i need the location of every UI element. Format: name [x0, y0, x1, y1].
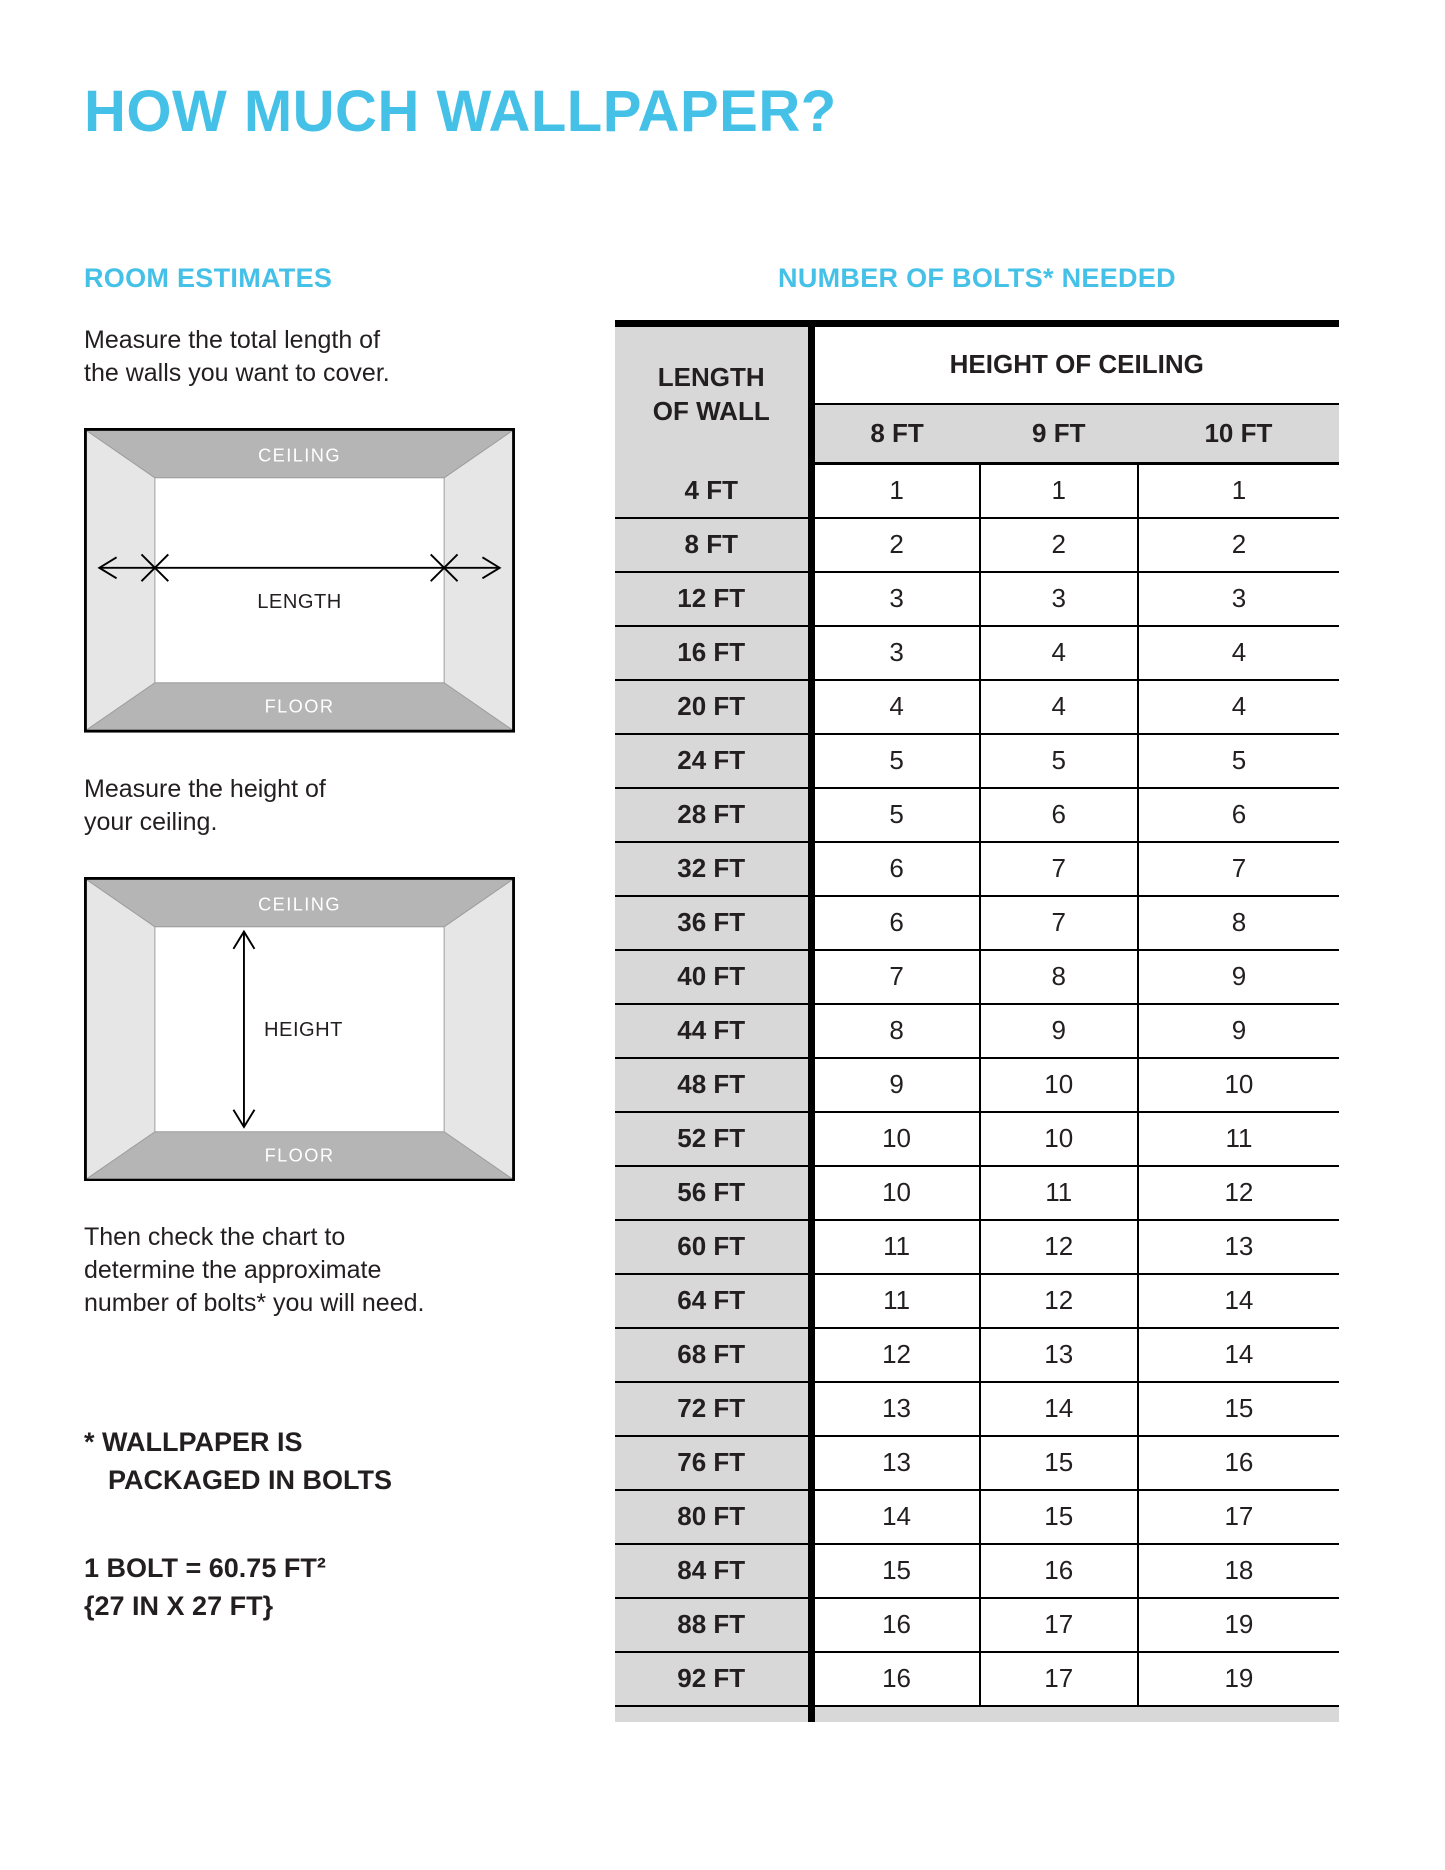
bolt-count-cell: 3: [1138, 572, 1339, 626]
table-row: [615, 1328, 1339, 1382]
bolts-table-foot: [615, 1706, 1339, 1722]
table-row: [615, 896, 1339, 950]
left-wall: [87, 431, 155, 730]
wall-length-cell: 68 FT: [615, 1328, 811, 1382]
right-wall: [444, 431, 512, 730]
table-row: [615, 1490, 1339, 1544]
bolt-count-cell: 3: [811, 626, 980, 680]
bolt-count-cell: 7: [811, 950, 980, 1004]
table-row: [615, 1652, 1339, 1706]
para-line: Measure the height of: [84, 774, 326, 803]
note-line: {27 IN X 27 FT}: [84, 1590, 274, 1621]
room-length-diagram: [84, 428, 515, 733]
bolt-count-cell: 5: [811, 788, 980, 842]
page-title: HOW MUCH WALLPAPER?: [84, 79, 837, 144]
bolt-count-cell: 6: [980, 788, 1138, 842]
wall-length-cell: 76 FT: [615, 1436, 811, 1490]
table-row: [615, 1544, 1339, 1598]
measure-length-paragraph: [84, 324, 515, 390]
bolt-count-cell: 17: [980, 1598, 1138, 1652]
bolt-count-cell: 14: [1138, 1328, 1339, 1382]
bolt-count-cell: 11: [811, 1274, 980, 1328]
header-line: LENGTH: [657, 362, 765, 393]
bolt-count-cell: 5: [1138, 734, 1339, 788]
back-wall: [155, 478, 444, 683]
table-row: [615, 788, 1339, 842]
wall-length-cell: 60 FT: [615, 1220, 811, 1274]
bolt-count-cell: 8: [980, 950, 1138, 1004]
wall-length-cell: 24 FT: [615, 734, 811, 788]
length-of-wall-header: [615, 324, 811, 464]
table-row: [615, 1112, 1339, 1166]
para-line: your ceiling.: [84, 807, 218, 836]
bolt-count-cell: 16: [1138, 1436, 1339, 1490]
bolt-count-cell: 13: [811, 1436, 980, 1490]
bolt-count-cell: 18: [1138, 1544, 1339, 1598]
bolt-count-cell: 12: [811, 1328, 980, 1382]
table-row: [615, 842, 1339, 896]
bolt-count-cell: 11: [1138, 1112, 1339, 1166]
strip-cell: [811, 1706, 1339, 1722]
bolt-count-cell: 16: [811, 1652, 980, 1706]
measure-height-paragraph: [84, 773, 515, 839]
table-bottom-strip: [615, 1706, 1339, 1722]
table-row: [615, 1436, 1339, 1490]
bolt-count-cell: 9: [1138, 950, 1339, 1004]
height-of-ceiling-header: HEIGHT OF CEILING: [811, 324, 1339, 404]
bolt-count-cell: 2: [1138, 518, 1339, 572]
ceiling-9ft-header: 9 FT: [980, 404, 1138, 464]
bolt-count-cell: 12: [980, 1274, 1138, 1328]
bolt-count-cell: 9: [980, 1004, 1138, 1058]
wall-length-cell: 36 FT: [615, 896, 811, 950]
ceiling-10ft-header: 10 FT: [1138, 404, 1339, 464]
bolt-count-cell: 1: [980, 464, 1138, 518]
bolts-needed-heading: NUMBER OF BOLTS* NEEDED: [778, 263, 1176, 293]
bolt-count-cell: 11: [811, 1220, 980, 1274]
bolt-count-cell: 8: [1138, 896, 1339, 950]
bolt-count-cell: 6: [811, 896, 980, 950]
para-line: the walls you want to cover.: [84, 359, 390, 387]
bolt-count-cell: 15: [1138, 1382, 1339, 1436]
wall-length-cell: 92 FT: [615, 1652, 811, 1706]
table-row: [615, 1382, 1339, 1436]
bolt-count-cell: 5: [811, 734, 980, 788]
bolts-table: [615, 320, 1339, 1722]
wall-length-cell: 28 FT: [615, 788, 811, 842]
wall-length-cell: 88 FT: [615, 1598, 811, 1652]
bolt-count-cell: 16: [980, 1544, 1138, 1598]
bolt-count-cell: 7: [980, 896, 1138, 950]
bolt-count-cell: 6: [811, 842, 980, 896]
room-estimates-section: [84, 263, 515, 1722]
bolt-count-cell: 15: [811, 1544, 980, 1598]
para-line: determine the approximate: [84, 1256, 382, 1285]
ceiling-8ft-header: 8 FT: [811, 404, 980, 464]
bolt-count-cell: 17: [980, 1652, 1138, 1706]
bolt-count-cell: 3: [811, 572, 980, 626]
bolt-count-cell: 10: [1138, 1058, 1339, 1112]
wall-length-cell: 80 FT: [615, 1490, 811, 1544]
para-line: number of bolts* you will need.: [84, 1289, 425, 1318]
bolt-count-cell: 19: [1138, 1598, 1339, 1652]
table-row: [615, 518, 1339, 572]
wall-length-cell: 12 FT: [615, 572, 811, 626]
bolt-count-cell: 15: [980, 1436, 1138, 1490]
bolt-count-cell: 14: [811, 1490, 980, 1544]
wall-length-cell: 8 FT: [615, 518, 811, 572]
bolt-count-cell: 10: [811, 1166, 980, 1220]
wall-length-cell: 40 FT: [615, 950, 811, 1004]
bolt-count-cell: 6: [1138, 788, 1339, 842]
table-row: [615, 572, 1339, 626]
wall-length-cell: 4 FT: [615, 464, 811, 518]
wall-length-cell: 84 FT: [615, 1544, 811, 1598]
table-row: [615, 464, 1339, 518]
bolt-count-cell: 14: [1138, 1274, 1339, 1328]
bolt-count-cell: 17: [1138, 1490, 1339, 1544]
packaging-note: [84, 1424, 515, 1500]
table-row: [615, 626, 1339, 680]
bolt-count-cell: 1: [1138, 464, 1339, 518]
bolt-count-cell: 3: [980, 572, 1138, 626]
bolt-count-cell: 7: [980, 842, 1138, 896]
height-label: HEIGHT: [264, 1018, 343, 1041]
left-wall: [87, 879, 155, 1178]
table-row: [615, 1598, 1339, 1652]
note-line: 1 BOLT = 60.75 FT²: [84, 1552, 326, 1583]
para-line: Then check the chart to: [84, 1223, 346, 1252]
ceiling-label: CEILING: [258, 445, 341, 466]
length-label: LENGTH: [257, 591, 342, 614]
table-row: [615, 1004, 1339, 1058]
table-row: [615, 680, 1339, 734]
bolt-count-cell: 4: [980, 626, 1138, 680]
bolt-count-cell: 13: [811, 1382, 980, 1436]
strip-cell: [615, 1706, 811, 1722]
floor-label: FLOOR: [264, 696, 335, 717]
bolt-count-cell: 1: [811, 464, 980, 518]
bolt-count-cell: 13: [980, 1328, 1138, 1382]
ceiling-label: CEILING: [258, 894, 341, 915]
bolt-count-cell: 14: [980, 1382, 1138, 1436]
bolt-table-body: [615, 464, 1339, 1706]
bolt-count-cell: 4: [1138, 626, 1339, 680]
bolt-count-cell: 12: [980, 1220, 1138, 1274]
note-line: PACKAGED IN BOLTS: [108, 1464, 393, 1495]
table-row: [615, 1058, 1339, 1112]
wall-length-cell: 48 FT: [615, 1058, 811, 1112]
wall-length-cell: 64 FT: [615, 1274, 811, 1328]
table-row: [615, 1220, 1339, 1274]
bolt-count-cell: 9: [1138, 1004, 1339, 1058]
para-line: Measure the total length of: [84, 326, 381, 354]
wall-length-cell: 56 FT: [615, 1166, 811, 1220]
bolt-count-cell: 5: [980, 734, 1138, 788]
bolt-count-cell: 8: [811, 1004, 980, 1058]
bolt-count-cell: 10: [811, 1112, 980, 1166]
wall-length-cell: 44 FT: [615, 1004, 811, 1058]
bolt-count-cell: 11: [980, 1166, 1138, 1220]
floor-label: FLOOR: [264, 1145, 335, 1166]
table-row: [615, 950, 1339, 1004]
bolts-table-head: [615, 324, 1339, 464]
bolt-size-note: [84, 1550, 515, 1626]
bolts-needed-section: [615, 263, 1339, 1722]
bolt-count-cell: 4: [980, 680, 1138, 734]
bolt-count-cell: 9: [811, 1058, 980, 1112]
right-wall: [444, 879, 512, 1178]
header-line: OF WALL: [652, 396, 770, 427]
table-row: [615, 1274, 1339, 1328]
bolt-count-cell: 4: [1138, 680, 1339, 734]
wall-length-cell: 16 FT: [615, 626, 811, 680]
bolt-count-cell: 12: [1138, 1166, 1339, 1220]
wall-length-cell: 52 FT: [615, 1112, 811, 1166]
check-chart-paragraph: [84, 1221, 515, 1320]
wall-length-cell: 72 FT: [615, 1382, 811, 1436]
note-line: * WALLPAPER IS: [84, 1427, 303, 1458]
wall-length-cell: 20 FT: [615, 680, 811, 734]
table-row: [615, 1166, 1339, 1220]
table-header-row: [615, 324, 1339, 404]
table-row: [615, 734, 1339, 788]
bolt-count-cell: 10: [980, 1058, 1138, 1112]
bolt-count-cell: 15: [980, 1490, 1138, 1544]
bolt-count-cell: 2: [811, 518, 980, 572]
bolt-count-cell: 16: [811, 1598, 980, 1652]
room-height-diagram: [84, 877, 515, 1182]
wall-length-cell: 32 FT: [615, 842, 811, 896]
content-columns: [84, 263, 1339, 1722]
bolt-count-cell: 2: [980, 518, 1138, 572]
bolt-count-cell: 10: [980, 1112, 1138, 1166]
bolt-count-cell: 4: [811, 680, 980, 734]
bolt-count-cell: 7: [1138, 842, 1339, 896]
bolt-count-cell: 13: [1138, 1220, 1339, 1274]
room-estimates-heading: ROOM ESTIMATES: [84, 263, 333, 293]
bolt-count-cell: 19: [1138, 1652, 1339, 1706]
